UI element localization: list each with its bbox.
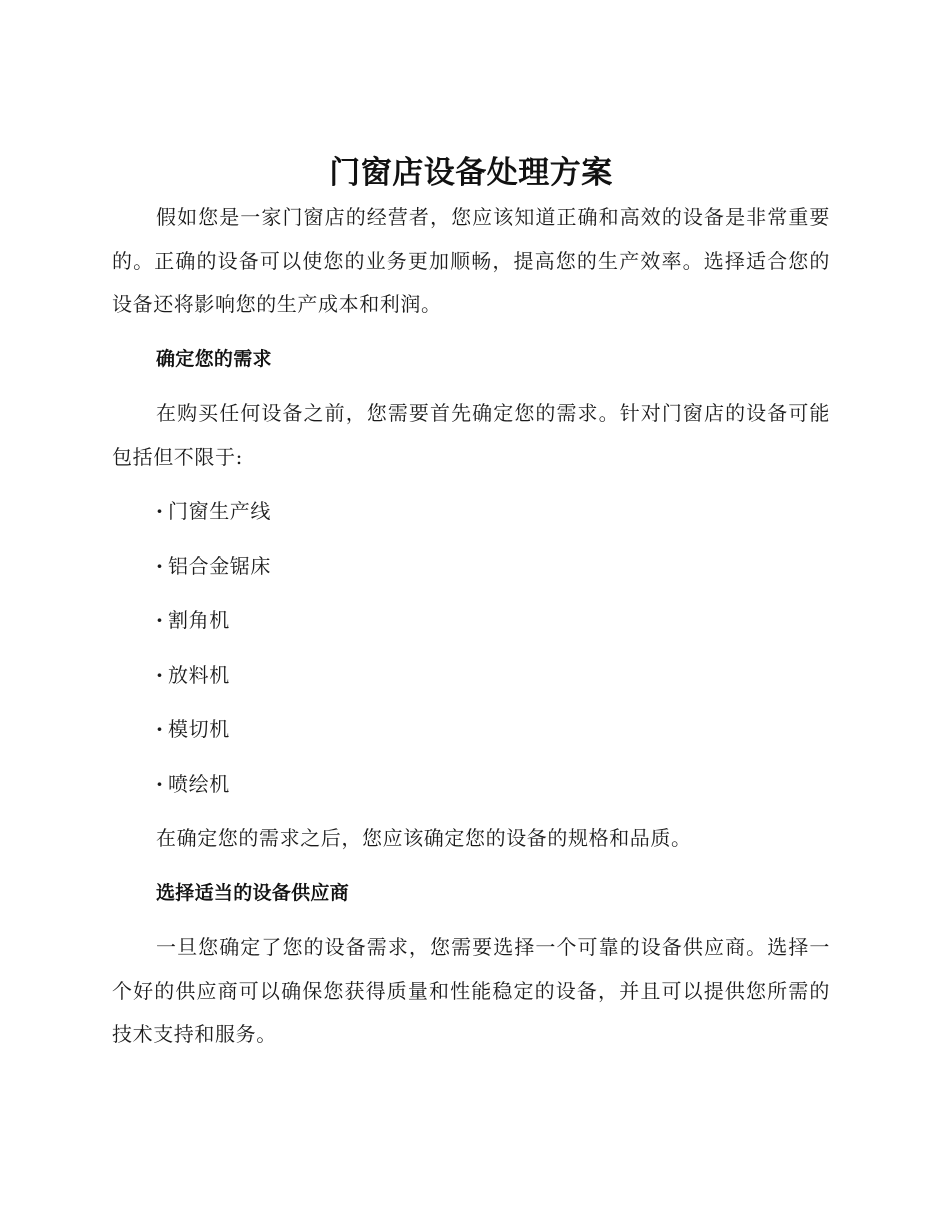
- bullet-icon: ·: [156, 553, 164, 578]
- section-heading-supplier: 选择适当的设备供应商: [156, 881, 350, 904]
- bullet-icon: ·: [156, 771, 164, 796]
- list-item-label: 放料机: [168, 662, 230, 687]
- list-item-label: 铝合金锯床: [168, 553, 271, 578]
- list-item: [112, 545, 830, 589]
- needs-paragraph: 在购买任何设备之前，您需要首先确定您的需求。针对门窗店的设备可能包括但不限于:: [112, 401, 830, 469]
- list-item: [112, 599, 830, 643]
- document-page: [112, 150, 830, 1057]
- list-item-label: 模切机: [168, 717, 230, 741]
- bullet-icon: ·: [156, 662, 164, 687]
- supplier-paragraph: 一旦您确定了您的设备需求，您需要选择一个可靠的设备供应商。选择一个好的供应商可以确保您获得质量和性能稳定的设备，并且可以提供您所需的技术支持和服务。: [112, 935, 830, 1046]
- needs-closing-paragraph: 在确定您的需求之后，您应该确定您的设备的规格和品质。: [156, 826, 692, 850]
- list-item: [112, 654, 830, 698]
- intro-paragraph: 假如您是一家门窗店的经营者，您应该知道正确和高效的设备是非常重要的。正确的设备可以使您的业务更加顺畅，提高您的生产效率。选择适合您的设备还将影响您的生产成本和利润。: [112, 205, 830, 316]
- bullet-icon: ·: [156, 499, 164, 523]
- equipment-list: [112, 490, 830, 806]
- list-item: [112, 763, 830, 807]
- list-item-label: 门窗生产线: [168, 499, 271, 523]
- document-title: 门窗店设备处理方案: [329, 155, 613, 191]
- bullet-icon: ·: [156, 717, 164, 741]
- list-item-label: 喷绘机: [168, 771, 230, 796]
- list-item-label: 割角机: [168, 608, 230, 632]
- list-item: [112, 490, 830, 534]
- bullet-icon: ·: [156, 608, 164, 632]
- list-item: [112, 708, 830, 752]
- section-heading-needs: 确定您的需求: [156, 347, 272, 370]
